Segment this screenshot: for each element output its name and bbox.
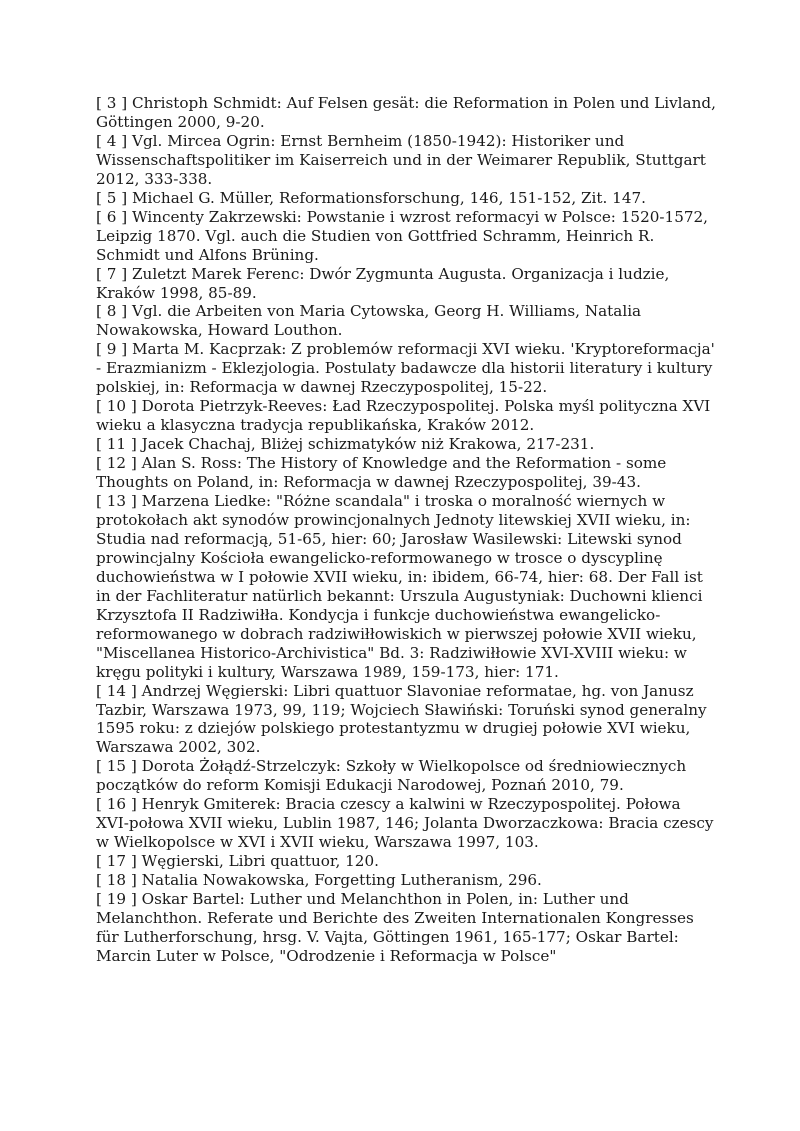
- footnote-14: [ 14 ] Andrzej Węgierski: Libri quattuor Slavoniae reformatae, hg. von Janusz Tazbir, Warszawa 1973, 99, 119; Wojciech Sławiński: Toruński synod generalny 1595 roku: z dziejów polskiego protestantyzmu w drugiej połowie XVI wieku, Warszawa 2002, 302.: [96, 681, 707, 757]
- footnote-9: [ 9 ] Marta M. Kacprzak: Z problemów reformacji XVI wieku. 'Kryptoreformacja' - Erazmianizm - Eklezjologia. Postulaty badawcze dla historii literatury i kultury polskiej, in: Reformacja w dawnej Rzeczypospolitej, 15-22.: [96, 340, 715, 397]
- footnote-5: [ 5 ] Michael G. Müller, Reformationsforschung, 146, 151-152, Zit. 147.: [96, 188, 646, 207]
- footnotes-page: [96, 94, 716, 966]
- footnote-10: [ 10 ] Dorota Pietrzyk-Reeves: Ład Rzeczypospolitej. Polska myśl polityczna XVI wieku a klasyczna tradycja republikańska, Kraków 2012.: [96, 397, 711, 435]
- footnote-12: [ 12 ] Alan S. Ross: The History of Knowledge and the Reformation - some Thoughts on Poland, in: Reformacja w dawnej Rzeczypospolitej, 39-43.: [96, 454, 667, 492]
- footnote-19: [ 19 ] Oskar Bartel: Luther und Melanchthon in Polen, in: Luther und Melanchthon. Referate und Berichte des Zweiten Internationalen Kongresses für Lutherforschung, hrsg. V. Vajta, Göttingen 1961, 165-177; Oskar Bartel: Marcin Luter w Polsce, "Odrodzenie i Reformacja w Polsce": [96, 890, 694, 965]
- footnote-3: [ 3 ] Christoph Schmidt: Auf Felsen gesät: die Reformation in Polen und Livland, Göttingen 2000, 9-20.: [96, 94, 716, 131]
- footnote-8: [ 8 ] Vgl. die Arbeiten von Maria Cytowska, Georg H. Williams, Natalia Nowakowska, Howard Louthon.: [96, 302, 642, 340]
- footnote-13: [ 13 ] Marzena Liedke: "Różne scandala" i troska o moralność wiernych w protokołach akt synodów prowincjonalnych Jednoty litewskiej XVII wieku, in: Studia nad reformacją, 51-65, hier: 60; Jarosław Wasilewski: Litewski synod prowincjalny Kościoła ewangelicko-reformowanego w trosce o dyscyplinę duchowieństwa w I połowie XVII wieku, in: ibidem, 66-74, hier: 68. Der Fall ist in der Fachliteratur natürlich bekannt: Urszula Augustyniak: Duchowni klienci Krzysztofa II Radziwiłła. Kondycja i funkcje duchowieństwa ewangelicko-reformowanego w dobrach radziwiłłowiskich w pierwszej połowie XVII wieku, "Miscellanea Historico-Archivistica" Bd. 3: Radziwiłłowie XVI-XVIII wieku: w kręgu polityki i kultury, Warszawa 1989, 159-173, hier: 171.: [96, 492, 703, 681]
- footnote-7: [ 7 ] Zuletzt Marek Ferenc: Dwór Zygmunta Augusta. Organizacja i ludzie, Kraków 1998, 85-89.: [96, 264, 670, 302]
- footnote-18: [ 18 ] Natalia Nowakowska, Forgetting Lutheranism, 296.: [96, 871, 542, 890]
- footnote-16: [ 16 ] Henryk Gmiterek: Bracia czescy a kalwini w Rzeczypospolitej. Połowa XVI-połowa XVII wieku, Lublin 1987, 146; Jolanta Dworzaczkowa: Bracia czescy w Wielkopolsce w XVI i XVII wieku, Warszawa 1997, 103.: [96, 795, 714, 852]
- footnote-17: [ 17 ] Węgierski, Libri quattuor, 120.: [96, 852, 379, 871]
- footnote-15: [ 15 ] Dorota Żołądź-Strzelczyk: Szkoły w Wielkopolsce od średniowiecznych początków do reform Komisji Edukacji Narodowej, Poznań 2010, 79.: [96, 757, 687, 795]
- footnote-4: [ 4 ] Vgl. Mircea Ogrin: Ernst Bernheim (1850-1942): Historiker und Wissenschaftspolitiker im Kaiserreich und in der Weimarer Republik, Stuttgart 2012, 333-338.: [96, 131, 706, 188]
- footnote-11: [ 11 ] Jacek Chachaj, Bliżej schizmatyków niż Krakowa, 217-231.: [96, 435, 595, 454]
- footnote-6: [ 6 ] Wincenty Zakrzewski: Powstanie i wzrost reformacyi w Polsce: 1520-1572, Leipzig 1870. Vgl. auch die Studien von Gottfried Schramm, Heinrich R. Schmidt und Alfons Brüning.: [96, 207, 709, 264]
